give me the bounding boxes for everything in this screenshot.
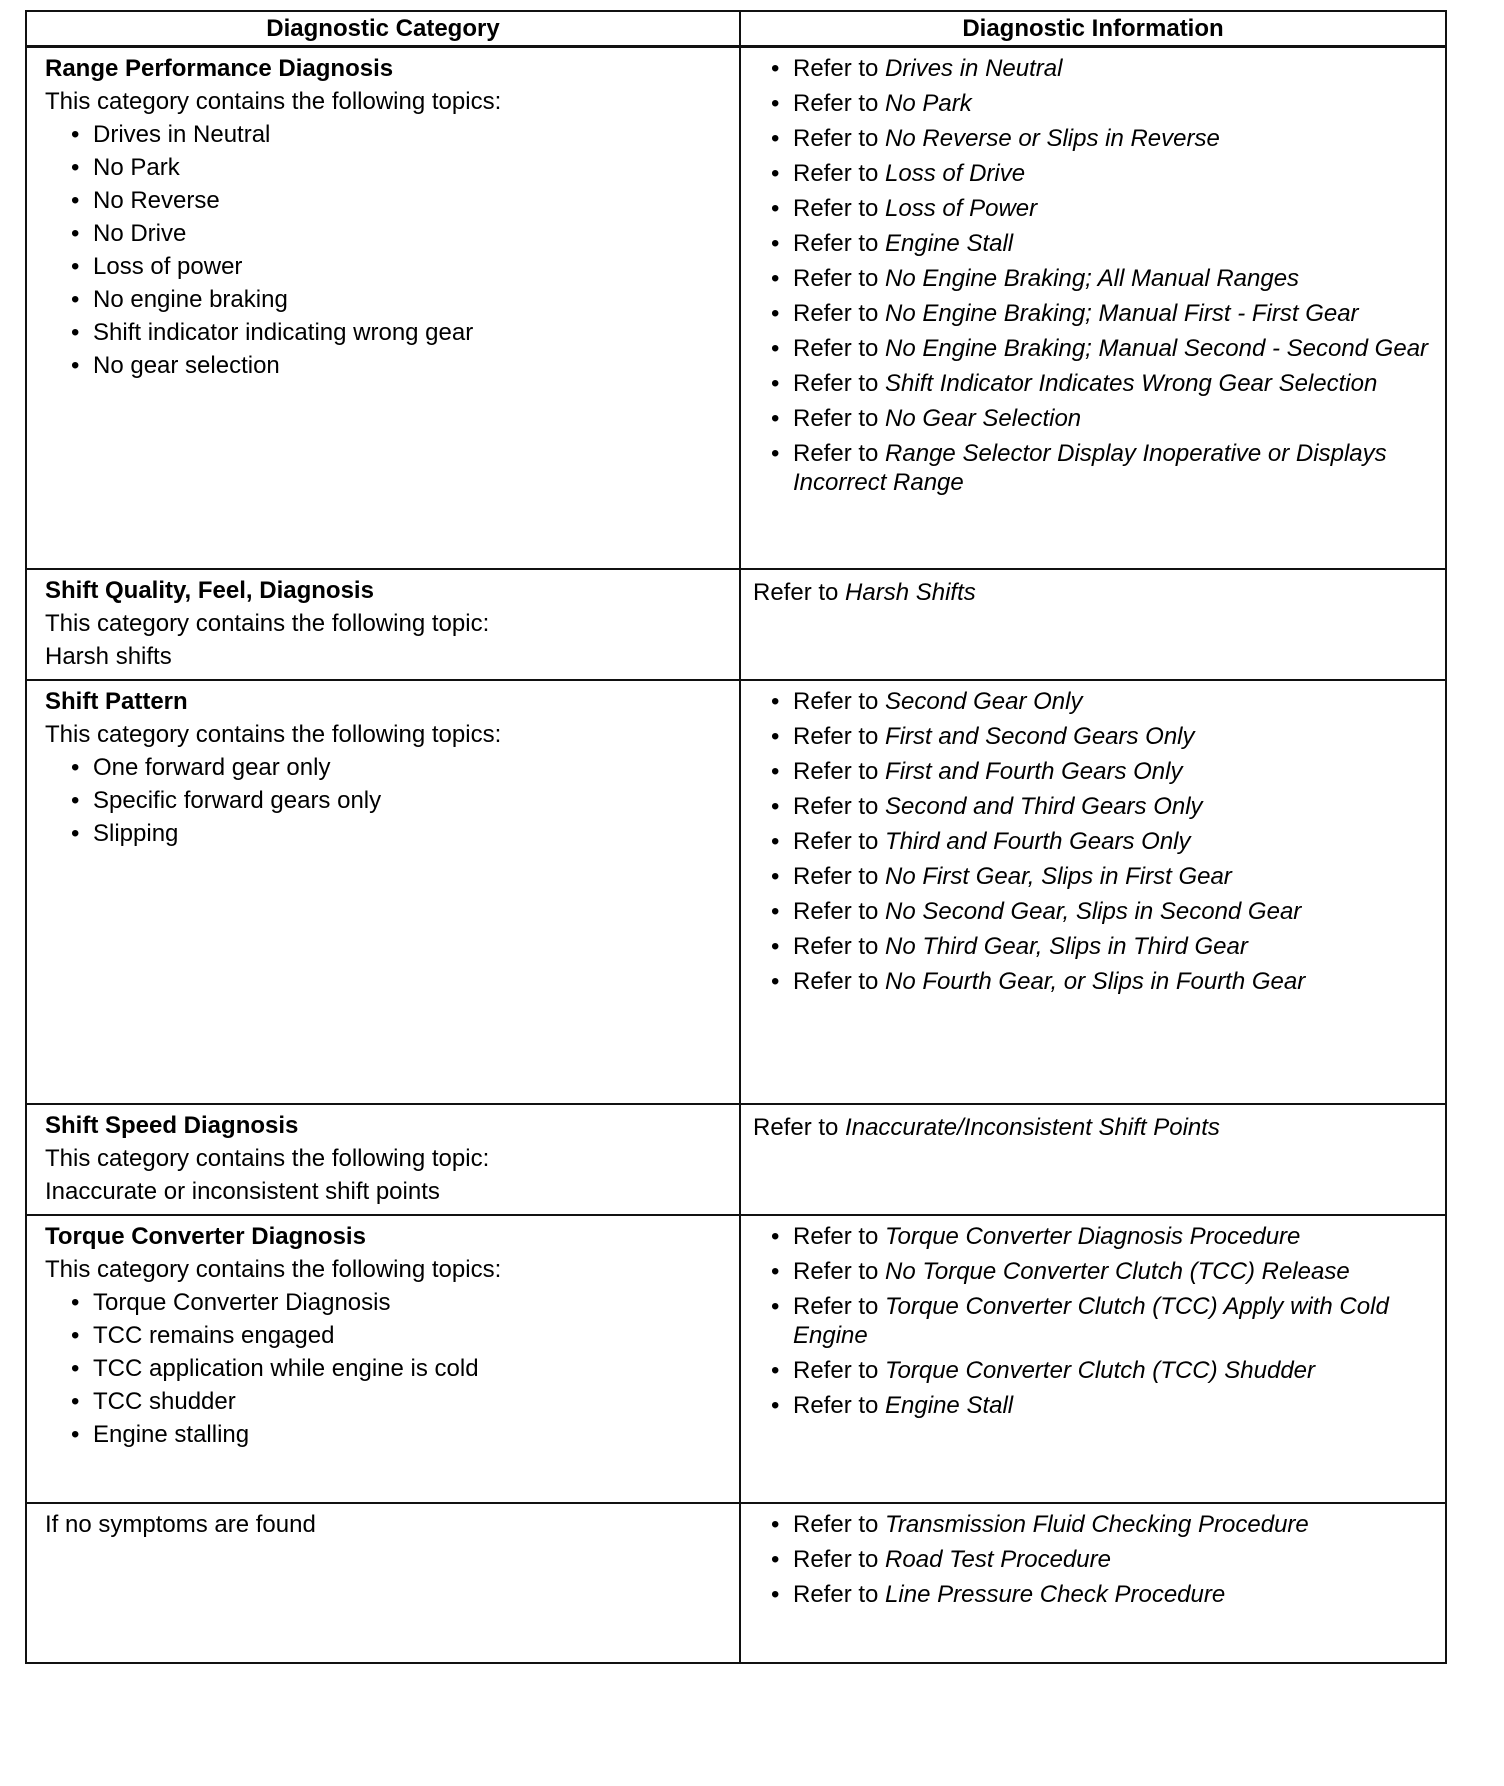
topic-item: • TCC shudder [71,1385,729,1418]
category-title: Shift Quality, Feel, Diagnosis [45,576,374,604]
reference-list [771,1222,1435,1420]
topic-item: • Specific forward gears only [71,784,729,817]
reference-item [771,862,1435,891]
reference-item [771,967,1435,996]
reference-link[interactable]: Drives in Neutral [885,55,1063,82]
information-cell [740,680,1446,1104]
category-cell [26,1215,740,1503]
topic-item: • Engine stalling [71,1418,729,1451]
topic-item: • TCC remains engaged [71,1319,729,1352]
topic-item: • No Park [71,151,729,184]
reference-link[interactable]: No Torque Converter Clutch (TCC) Release [885,1257,1350,1285]
refer-to-text: Refer to [793,230,879,257]
topic-item: • No engine braking [71,283,729,316]
topic-item: • Drives in Neutral [71,118,729,151]
reference-link[interactable]: Second and Third Gears Only [885,792,1203,820]
topic-item: • Torque Converter Diagnosis [71,1286,729,1319]
reference-link[interactable]: No Second Gear, Slips in Second Gear [885,897,1302,925]
topic-item: • One forward gear only [71,751,729,784]
reference-item [771,827,1435,856]
table-row [26,1215,1446,1503]
refer-to-text: Refer to [793,90,879,117]
category-topic: Harsh shifts [45,642,172,670]
topic-item: • Shift indicator indicating wrong gear [71,316,729,349]
reference-item [771,229,1435,258]
refer-to-text: Refer to [793,722,879,750]
refer-to-text: Refer to [793,757,879,785]
topic-item: • No Drive [71,217,729,250]
reference-item [771,194,1435,223]
refer-to-text: Refer to [793,792,879,820]
category-cell [26,47,740,569]
reference-link[interactable]: First and Fourth Gears Only [885,757,1183,785]
category-cell [26,680,740,1104]
reference-link[interactable]: Harsh Shifts [845,578,976,606]
refer-to-text: Refer to [793,1580,879,1608]
refer-to-text: Refer to [793,1257,879,1285]
reference-link[interactable]: First and Second Gears Only [885,722,1195,750]
refer-to-text: Refer to [793,687,879,715]
refer-to-text: Refer to [793,125,879,152]
reference-item [771,369,1435,398]
topic-list [45,1286,729,1451]
refer-to-text: Refer to [793,1391,879,1419]
refer-to-text: Refer to [793,405,879,432]
category-description: This category contains the following topics: [45,1255,502,1283]
topic-list [45,118,729,382]
reference-link[interactable]: No Fourth Gear, or Slips in Fourth Gear [885,967,1306,995]
category-title: Torque Converter Diagnosis [45,1222,366,1250]
reference-item [771,1545,1435,1574]
category-cell [26,1503,740,1663]
category-description: This category contains the following topics: [45,88,502,115]
refer-to-text: Refer to [793,370,879,397]
refer-to-text: Refer to [793,1545,879,1573]
refer-to-text: Refer to [793,195,879,222]
refer-to-text: Refer to [793,335,879,362]
table-row [26,1503,1446,1663]
refer-to-text: Refer to [793,932,879,960]
topic-item: • No gear selection [71,349,729,382]
reference-item [771,54,1435,83]
information-cell [740,569,1446,680]
reference-list [771,1510,1435,1609]
category-cell [26,1104,740,1215]
table-row [26,569,1446,680]
reference-item [771,439,1435,497]
topic-list [45,751,729,850]
reference-link[interactable]: Shift Indicator Indicates Wrong Gear Selection [885,370,1378,397]
table-row [26,1104,1446,1215]
category-label: If no symptoms are found [45,1510,316,1538]
category-cell [26,569,740,680]
reference-item [771,932,1435,961]
refer-to-text: Refer to [793,440,879,467]
information-cell [740,1104,1446,1215]
reference-link[interactable]: Inaccurate/Inconsistent Shift Points [845,1113,1220,1141]
information-cell [740,1215,1446,1503]
reference-item [771,1391,1435,1420]
table-row [26,680,1446,1104]
reference-item [771,124,1435,153]
reference-item [771,89,1435,118]
reference-item [771,1510,1435,1539]
topic-item: • Slipping [71,817,729,850]
reference-item [771,1222,1435,1251]
information-cell [740,1503,1446,1663]
reference-item [771,1580,1435,1609]
reference-item [771,757,1435,786]
category-topic: Inaccurate or inconsistent shift points [45,1177,440,1205]
reference-link[interactable]: Range Selector Display Inoperative or Displays Incorrect Range [793,440,1387,496]
refer-to-text: Refer to [793,300,879,327]
reference-item [771,1292,1435,1350]
topic-item: • TCC application while engine is cold [71,1352,729,1385]
reference-link[interactable]: No Third Gear, Slips in Third Gear [885,932,1248,960]
category-description: This category contains the following topic: [45,1144,490,1172]
category-title: Shift Speed Diagnosis [45,1111,299,1139]
reference-link[interactable]: Engine Stall [885,1391,1014,1419]
refer-to-text: Refer to [793,967,879,995]
reference-link[interactable]: Torque Converter Clutch (TCC) Shudder [885,1356,1316,1384]
reference-link[interactable]: No Engine Braking; Manual Second - Second Gear [885,335,1429,362]
refer-to-text: Refer to [793,1292,879,1320]
reference-list [771,687,1435,996]
reference-item [771,897,1435,926]
diagnostic-table [25,10,1447,1664]
refer-to-text: Refer to [793,55,879,82]
reference-link[interactable]: Second Gear Only [885,687,1083,715]
reference-item [771,1257,1435,1286]
refer-to-text: Refer to [793,897,879,925]
reference-link[interactable]: Torque Converter Clutch (TCC) Apply with Cold Engine [793,1292,1389,1349]
category-title: Range Performance Diagnosis [45,55,394,82]
information-cell [740,47,1446,569]
refer-to-text: Refer to [793,827,879,855]
reference-item [771,264,1435,293]
reference-link[interactable]: No Gear Selection [885,405,1082,432]
header-row [26,11,1446,47]
category-description: This category contains the following topics: [45,720,502,748]
refer-to-text: Refer to [753,1113,839,1141]
reference-link[interactable]: Torque Converter Diagnosis Procedure [885,1222,1301,1250]
category-description: This category contains the following topic: [45,609,490,637]
reference-item [771,792,1435,821]
topic-item: • Loss of power [71,250,729,283]
reference-item [771,299,1435,328]
reference-item [771,334,1435,363]
table-row [26,47,1446,569]
reference-link[interactable]: Loss of Power [885,195,1038,222]
reference-item [771,159,1435,188]
reference-link[interactable]: Loss of Drive [885,160,1026,187]
reference-item [771,404,1435,433]
reference-item [771,1356,1435,1385]
reference-link[interactable]: No First Gear, Slips in First Gear [885,862,1232,890]
refer-to-text: Refer to [753,578,839,606]
reference-link[interactable]: No Engine Braking; All Manual Ranges [885,265,1300,292]
reference-link[interactable]: Line Pressure Check Procedure [885,1580,1226,1608]
reference-link[interactable]: Road Test Procedure [885,1545,1111,1573]
refer-to-text: Refer to [793,1510,879,1538]
reference-list [771,54,1435,497]
refer-to-text: Refer to [793,862,879,890]
reference-link[interactable]: Third and Fourth Gears Only [885,827,1191,855]
refer-to-text: Refer to [793,1356,879,1384]
reference-item [771,687,1435,716]
reference-link[interactable]: Engine Stall [885,230,1014,257]
category-title: Shift Pattern [45,687,188,715]
refer-to-text: Refer to [793,160,879,187]
header-information: Diagnostic Information [740,11,1446,47]
reference-item [771,722,1435,751]
header-category: Diagnostic Category [26,11,740,47]
reference-link[interactable]: No Reverse or Slips in Reverse [885,125,1220,152]
refer-to-text: Refer to [793,1222,879,1250]
reference-link[interactable]: No Park [885,90,972,117]
refer-to-text: Refer to [793,265,879,292]
reference-link[interactable]: Transmission Fluid Checking Procedure [885,1510,1309,1538]
reference-link[interactable]: No Engine Braking; Manual First - First Gear [885,300,1359,327]
topic-item: • No Reverse [71,184,729,217]
